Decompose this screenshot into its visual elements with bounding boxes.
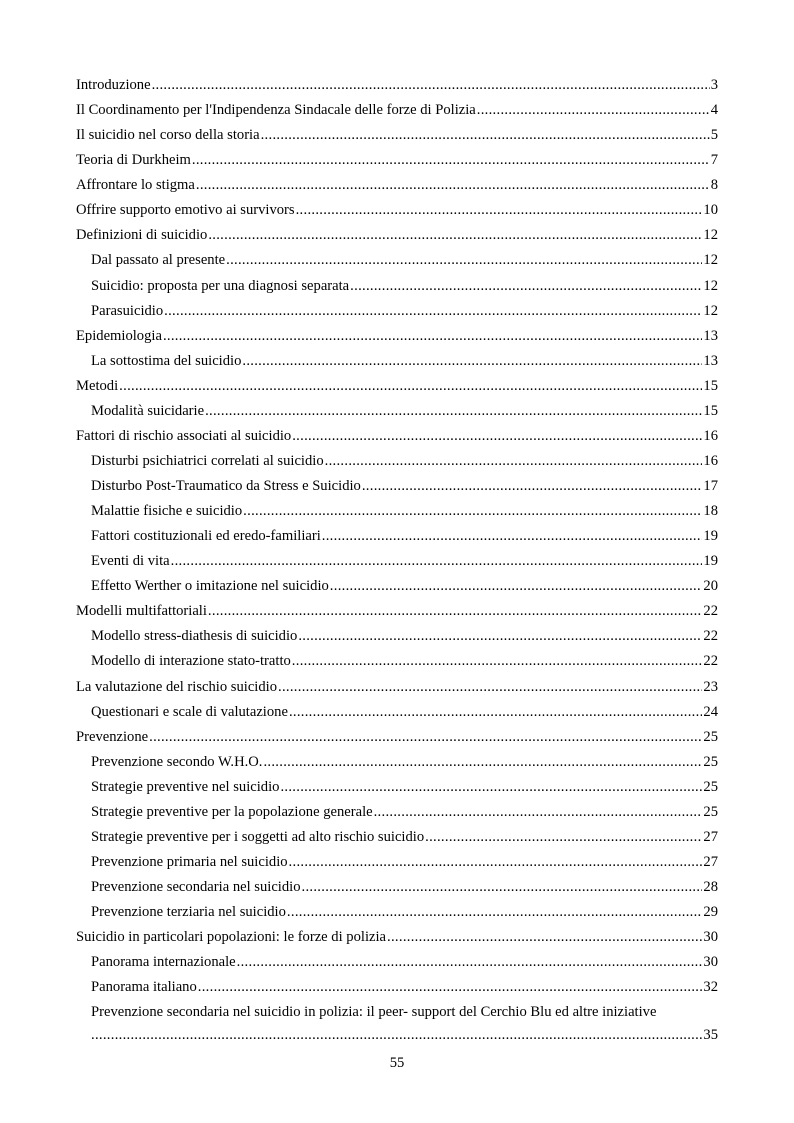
dot-leader xyxy=(263,750,702,775)
dot-leader xyxy=(226,248,702,273)
toc-entry-page: 12 xyxy=(703,302,718,319)
toc-entry-title: Prevenzione secondo W.H.O. xyxy=(91,753,263,770)
toc-entry[interactable] xyxy=(76,399,718,424)
toc-entry[interactable] xyxy=(76,374,718,399)
toc-entry-title: Strategie preventive per la popolazione generale xyxy=(91,803,373,820)
toc-entry-page: 25 xyxy=(703,753,718,770)
toc-entry-page: 16 xyxy=(703,427,718,444)
dot-leader xyxy=(149,725,702,750)
toc-entry-title: Strategie preventive nel suicidio xyxy=(91,778,280,795)
toc-entry[interactable] xyxy=(76,649,718,674)
toc-entry-title: Definizioni di suicidio xyxy=(76,227,208,244)
dot-leader xyxy=(261,123,710,148)
toc-entry[interactable] xyxy=(76,800,718,825)
toc-entry-page: 13 xyxy=(703,327,718,344)
dot-leader xyxy=(152,73,710,98)
toc-entry-page: 7 xyxy=(710,152,718,169)
toc-entry-title: Introduzione xyxy=(76,77,151,93)
toc-entry-page: 3 xyxy=(710,77,718,93)
toc-entry[interactable] xyxy=(76,825,718,850)
toc-entry[interactable] xyxy=(76,1000,718,1045)
toc-entry[interactable] xyxy=(76,198,718,223)
toc-entry-title: Disturbo Post-Traumatico da Stress e Suicidio xyxy=(91,478,361,494)
dot-leader xyxy=(91,1025,702,1045)
toc-entry-page: 12 xyxy=(703,227,718,244)
dot-leader xyxy=(302,875,703,900)
toc-entry-page: 27 xyxy=(703,828,718,845)
toc-entry[interactable] xyxy=(76,424,718,449)
toc-entry-page: 10 xyxy=(703,202,718,219)
toc-entry-page: 22 xyxy=(703,603,718,620)
toc-entry-page: 27 xyxy=(703,853,718,870)
dot-leader xyxy=(287,900,702,925)
toc-entry[interactable] xyxy=(76,850,718,875)
toc-entry-title: Suicidio in particolari popolazioni: le forze di polizia xyxy=(76,929,387,946)
toc-entry-page: 19 xyxy=(703,528,718,545)
dot-leader xyxy=(280,775,702,800)
toc-entry-title: Teoria di Durkheim xyxy=(76,152,191,169)
dot-leader xyxy=(119,374,702,399)
toc-entry-page: 32 xyxy=(703,979,718,996)
dot-leader xyxy=(237,950,703,975)
dot-leader xyxy=(292,424,702,449)
toc-entry-page: 22 xyxy=(703,628,718,645)
toc-entry-page: 17 xyxy=(703,478,718,494)
toc-entry-title: Disturbi psichiatrici correlati al suicidio xyxy=(91,452,324,469)
toc-entry-title: Epidemiologia xyxy=(76,327,162,344)
dot-leader xyxy=(198,975,703,1000)
toc-entry-page: 18 xyxy=(703,503,718,520)
toc-entry[interactable] xyxy=(76,173,718,198)
dot-leader xyxy=(387,925,702,950)
dot-leader xyxy=(208,223,702,248)
toc-entry-page: 30 xyxy=(703,954,718,971)
dot-leader xyxy=(330,574,703,599)
table-of-contents xyxy=(76,73,718,1045)
toc-entry-title: Affrontare lo stigma xyxy=(76,177,195,194)
toc-entry-title: Prevenzione primaria nel suicidio xyxy=(91,853,288,870)
toc-entry-page: 25 xyxy=(703,778,718,795)
toc-entry[interactable] xyxy=(76,524,718,549)
toc-entry-title: Metodi xyxy=(76,377,119,394)
dot-leader xyxy=(322,524,703,549)
dot-leader xyxy=(278,675,702,700)
toc-entry-title: Eventi di vita xyxy=(91,553,170,570)
toc-entry-title: Prevenzione xyxy=(76,728,149,745)
toc-entry-page: 29 xyxy=(703,904,718,921)
toc-entry-title: Questionari e scale di valutazione xyxy=(91,703,288,720)
toc-entry-page: 25 xyxy=(703,728,718,745)
toc-entry[interactable] xyxy=(76,775,718,800)
toc-entry[interactable] xyxy=(76,725,718,750)
toc-entry-page: 23 xyxy=(703,678,718,695)
toc-entry-title: Offrire supporto emotivo ai survivors xyxy=(76,202,295,219)
toc-entry[interactable] xyxy=(76,950,718,975)
toc-entry-title: Modalità suicidarie xyxy=(91,402,205,419)
toc-entry[interactable] xyxy=(76,925,718,950)
toc-entry[interactable] xyxy=(76,223,718,248)
toc-entry-title: Suicidio: proposta per una diagnosi separata xyxy=(91,277,350,294)
toc-entry-title: Panorama internazionale xyxy=(91,954,236,971)
toc-entry-title: Modello di interazione stato-tratto xyxy=(91,653,291,670)
toc-entry[interactable] xyxy=(76,123,718,148)
dot-leader xyxy=(289,850,703,875)
dot-leader xyxy=(425,825,702,850)
toc-entry-title: La sottostima del suicidio xyxy=(91,352,242,369)
dot-leader xyxy=(164,299,702,324)
toc-entry-title: Parasuicidio xyxy=(91,302,164,319)
toc-entry-title: Prevenzione terziaria nel suicidio xyxy=(91,904,286,921)
toc-entry[interactable] xyxy=(76,98,718,123)
dot-leader xyxy=(242,349,702,374)
dot-leader xyxy=(171,549,703,574)
dot-leader xyxy=(362,474,703,499)
toc-entry[interactable] xyxy=(76,900,718,925)
toc-entry-title: Panorama italiano xyxy=(91,979,197,996)
toc-entry-title: Effetto Werther o imitazione nel suicidio xyxy=(91,578,329,595)
toc-entry-page: 15 xyxy=(703,377,718,394)
dot-leader xyxy=(208,599,702,624)
toc-entry-title: Fattori costituzionali ed eredo-familiari xyxy=(91,528,321,545)
toc-entry-page: 13 xyxy=(703,352,718,369)
toc-entry[interactable] xyxy=(76,449,718,474)
toc-entry[interactable] xyxy=(76,299,718,324)
toc-entry-page: 20 xyxy=(703,578,718,595)
toc-entry[interactable] xyxy=(76,248,718,273)
dot-leader xyxy=(298,624,702,649)
toc-entry[interactable] xyxy=(76,624,718,649)
dot-leader xyxy=(374,800,703,825)
toc-entry[interactable] xyxy=(76,700,718,725)
dot-leader xyxy=(289,700,702,725)
toc-entry-page: 28 xyxy=(703,879,718,895)
toc-entry-leader-line xyxy=(91,1025,718,1045)
dot-leader xyxy=(196,173,710,198)
toc-entry-title: La valutazione del rischio suicidio xyxy=(76,678,278,695)
toc-entry-title: Prevenzione secondaria nel suicidio in polizia: il peer- support del Cerchio Blu ed altre iniziative xyxy=(91,1004,657,1021)
toc-entry-title: Strategie preventive per i soggetti ad alto rischio suicidio xyxy=(91,828,425,845)
toc-entry-page: 24 xyxy=(703,703,718,720)
toc-entry-title: Il suicidio nel corso della storia xyxy=(76,127,260,144)
toc-entry-page: 19 xyxy=(703,553,718,570)
dot-leader xyxy=(292,649,703,674)
toc-entry-title: Prevenzione secondaria nel suicidio xyxy=(91,879,301,895)
dot-leader xyxy=(296,198,703,223)
toc-entry-page: 4 xyxy=(710,102,718,119)
toc-entry-page: 12 xyxy=(703,252,718,269)
toc-entry-page: 12 xyxy=(703,277,718,294)
dot-leader xyxy=(325,449,703,474)
toc-entry[interactable] xyxy=(76,975,718,1000)
toc-entry[interactable] xyxy=(76,499,718,524)
toc-entry-title: Fattori di rischio associati al suicidio xyxy=(76,427,292,444)
toc-entry-page: 15 xyxy=(703,402,718,419)
toc-entry[interactable] xyxy=(76,875,718,900)
dot-leader xyxy=(477,98,710,123)
toc-entry[interactable] xyxy=(76,675,718,700)
dot-leader xyxy=(350,274,702,299)
page-number: 55 xyxy=(389,1055,405,1071)
toc-entry-page: 30 xyxy=(703,929,718,946)
dot-leader xyxy=(192,148,710,173)
toc-entry[interactable] xyxy=(76,599,718,624)
toc-entry-page: 22 xyxy=(703,653,718,670)
toc-entry[interactable] xyxy=(76,574,718,599)
toc-entry[interactable] xyxy=(76,274,718,299)
toc-entry-page: 5 xyxy=(710,127,718,144)
toc-entry-title: Malattie fisiche e suicidio xyxy=(91,503,243,520)
toc-entry-page: 35 xyxy=(703,1027,718,1044)
toc-entry-title: Modello stress-diathesis di suicidio xyxy=(91,628,298,645)
toc-entry[interactable] xyxy=(76,349,718,374)
toc-entry-title: Il Coordinamento per l'Indipendenza Sindacale delle forze di Polizia xyxy=(76,102,476,119)
toc-entry[interactable] xyxy=(76,148,718,173)
toc-entry[interactable] xyxy=(76,474,718,499)
toc-entry-page: 8 xyxy=(710,177,718,194)
toc-entry[interactable] xyxy=(76,73,718,98)
toc-entry[interactable] xyxy=(76,750,718,775)
toc-entry-title: Dal passato al presente xyxy=(91,252,226,269)
toc-entry-page: 25 xyxy=(703,803,718,820)
toc-entry[interactable] xyxy=(76,549,718,574)
dot-leader xyxy=(243,499,702,524)
toc-entry-title: Modelli multifattoriali xyxy=(76,603,207,620)
dot-leader xyxy=(163,324,702,349)
dot-leader xyxy=(205,399,702,424)
toc-entry[interactable] xyxy=(76,324,718,349)
toc-entry-page: 16 xyxy=(703,452,718,469)
